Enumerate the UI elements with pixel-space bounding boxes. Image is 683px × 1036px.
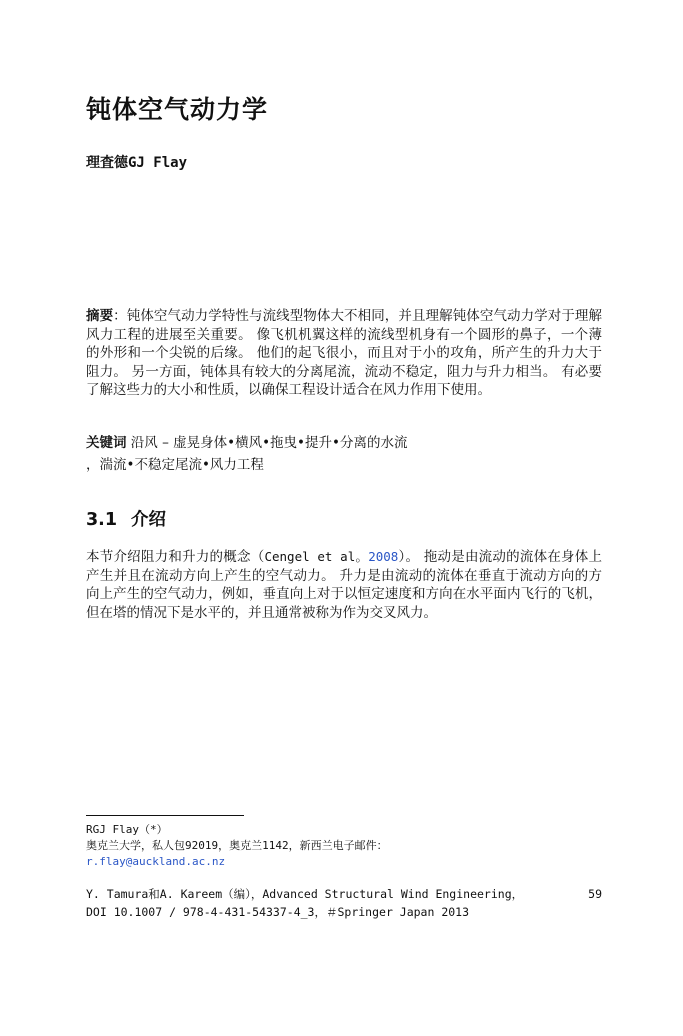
intro-paragraph bbox=[86, 548, 602, 622]
intro-text-rest: ）。 拖动是由流动的流体在身体上产生并且在流动方向上产生的空气动力。 升力是由流动的流体在垂直于流动方向的方向上产生的空气动力，例如，垂直向上对于以恒定速度和方向在水平面内飞行的飞机，但在塔的情况下是水平的，并且通常被称为作为交叉风力。 bbox=[86, 549, 603, 621]
footer-doi: DOI 10.1007 / 978-4-431-54337-4_3，＃Springer Japan 2013 bbox=[86, 905, 470, 919]
intro-text-start: 本节介绍阻力和升力的概念（ bbox=[86, 549, 265, 565]
keywords-text-2: 湍流•不稳定尾流•风力工程 bbox=[99, 457, 264, 473]
footnote bbox=[86, 822, 388, 870]
author-line: 理査德GJ Flay bbox=[86, 155, 188, 171]
keywords-line-mark: ， bbox=[86, 457, 100, 473]
abstract-label: 摘要 bbox=[86, 308, 114, 324]
keywords-text-1: 沿风 – 虚晃身体•横风•拖曳•提升•分离的水流 bbox=[126, 435, 408, 451]
keywords-label: 关键词 bbox=[86, 435, 127, 451]
keywords-block bbox=[86, 432, 602, 476]
citation-authors: Cengel et al。 bbox=[264, 549, 369, 564]
footnote-divider bbox=[86, 815, 244, 816]
keywords-line-2 bbox=[86, 454, 602, 476]
section-heading bbox=[86, 506, 166, 531]
page-footer bbox=[86, 885, 602, 921]
chapter-title: 钝体空气动力学 bbox=[86, 95, 269, 124]
abstract-paragraph bbox=[86, 307, 602, 400]
section-number: 3.1 bbox=[86, 510, 118, 530]
footnote-author: RGJ Flay（*） bbox=[86, 823, 168, 836]
citation-year-link[interactable]: 2008 bbox=[368, 549, 399, 564]
footnote-affiliation: 奥克兰大学，私人包92019，奥克兰1142，新西兰电子邮件： bbox=[86, 839, 388, 852]
keywords-line-1 bbox=[86, 432, 602, 454]
footnote-email-link[interactable]: r.flay@auckland.ac.nz bbox=[86, 855, 226, 868]
section-title: 介绍 bbox=[131, 510, 167, 530]
footer-citation: Y. Tamura和A. Kareem（编），Advanced Structural Wind Engineering， bbox=[86, 887, 524, 901]
abstract-text: ：钝体空气动力学特性与流线型物体大不相同，并且理解钝体空气动力学对于理解风力工程的进展至关重要。 像飞机机翼这样的流线型机身有一个圆形的鼻子，一个薄的外形和一个尖锐的后缘。 他们的起飞很小，而且对于小的攻角，所产生的升力大于阻力。 另一方面，钝体具有较大的分离尾流，流动不稳定，阻力与升力相当。 有必要了解这些力的大小和性质，以确保工程设计适合在风力作用下使用。 bbox=[86, 308, 603, 398]
page-number: 59 bbox=[588, 887, 602, 901]
